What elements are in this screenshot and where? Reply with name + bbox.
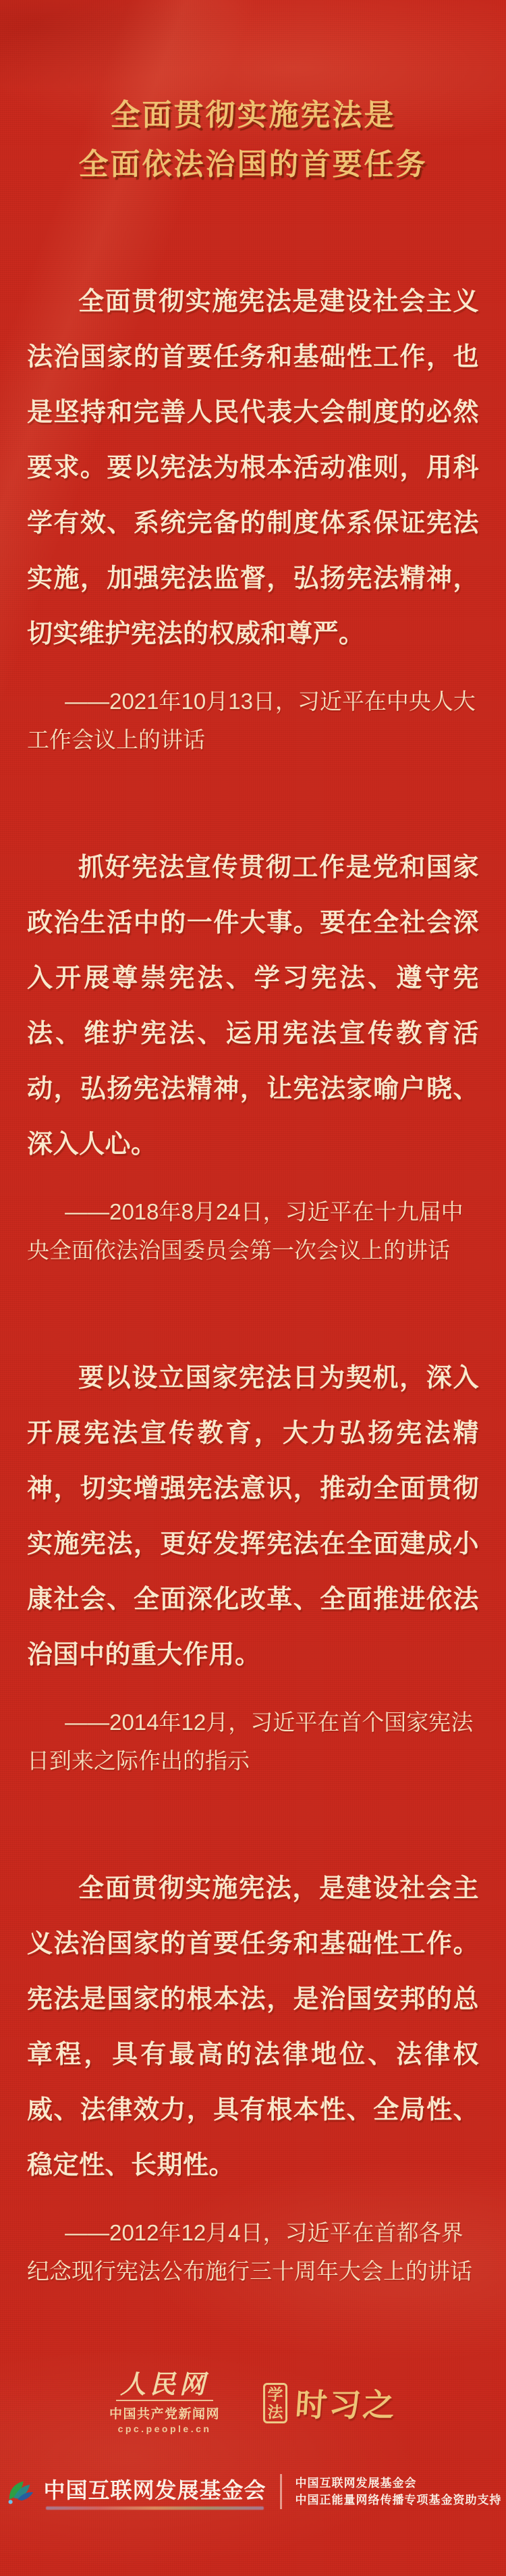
stamp-char-top: 学 [267, 2385, 283, 2403]
quote-paragraph-4: 全面贯彻实施宪法，是建设社会主义法治国家的首要任务和基础性工作。宪法是国家的根本法，是治国安邦的总章程，具有最高的法律地位、法律权威、法律效力，具有根本性、全局性、稳定性、长期性。 [27, 1874, 479, 2180]
poster-title [0, 0, 506, 189]
foundation-wordmark [43, 2473, 266, 2510]
poster-title-line1: 全面贯彻实施宪法是 [110, 99, 396, 132]
poster-footer [0, 2371, 506, 2510]
quote-paragraph-2: 抓好宪法宣传贯彻工作是党和国家政治生活中的一件大事。要在全社会深入开展尊崇宪法、学习宪法、遵守宪法、维护宪法、运用宪法宣传教育活动，弘扬宪法精神，让宪法家喻户晓、深入人心。 [27, 853, 479, 1159]
quote-attribution-2: ——2018年8月24日，习近平在十九届中央全面依法治国委员会第一次会议上的讲话 [27, 1199, 463, 1263]
quote-attribution-3: ——2014年12月，习近平在首个国家宪法日到来之际作出的指示 [27, 1710, 474, 1773]
cpc-news-url: cpc.people.cn [117, 2423, 212, 2434]
brand-row [0, 2371, 506, 2434]
foundation-name-text: 中国互联网发展基金会 [43, 2478, 266, 2502]
quote-attribution-1: ——2021年10月13日，习近平在中央人大工作会议上的讲话 [27, 689, 476, 752]
stamp-char-bottom: 法 [267, 2402, 283, 2421]
quote-paragraph-3: 要以设立国家宪法日为契机，深入开展宪法宣传教育，大力弘扬宪法精神，切实增强宪法意识，推动全面贯彻实施宪法，更好发挥宪法在全面建成小康社会、全面深化改革、全面推进依法治国中的重大作用。 [27, 1364, 479, 1669]
peoples-daily-wordmark: 人民网 [116, 2371, 213, 2401]
cpc-news-label: 中国共产党新闻网 [109, 2407, 220, 2421]
poster-title-line2: 全面依法治国的首要任务 [78, 148, 428, 181]
xuefa-stamp-icon [263, 2383, 287, 2423]
internet-foundation-leaf-icon [4, 2476, 35, 2507]
quote-paragraph-1: 全面贯彻实施宪法是建设社会主义法治国家的首要任务和基础性工作，也是坚持和完善人民代表大会制度的必然要求。要以宪法为根本活动准则，用科学有效、系统完备的制度体系保证宪法实施，加强宪法监督，弘扬宪法精神，切实维护宪法的权威和尊严。 [27, 288, 479, 648]
quotes-section [0, 274, 506, 2290]
foundation-credit-line1: 中国互联网发展基金会 [295, 2477, 417, 2490]
shixizhi-brand-group [263, 2380, 397, 2425]
peoples-daily-logo [109, 2371, 220, 2434]
foundation-credit-line2: 中国正能量网络传播专项基金资助支持 [295, 2494, 502, 2506]
foundation-credit [296, 2475, 502, 2508]
shixizhi-wordmark: 时习之 [293, 2387, 398, 2423]
foundation-english-strip [46, 2506, 263, 2510]
foundation-row [0, 2473, 506, 2510]
footer-divider [280, 2474, 282, 2509]
quote-attribution-4: ——2012年12月4日，习近平在首都各界纪念现行宪法公布施行三十周年大会上的讲话 [27, 2220, 472, 2284]
